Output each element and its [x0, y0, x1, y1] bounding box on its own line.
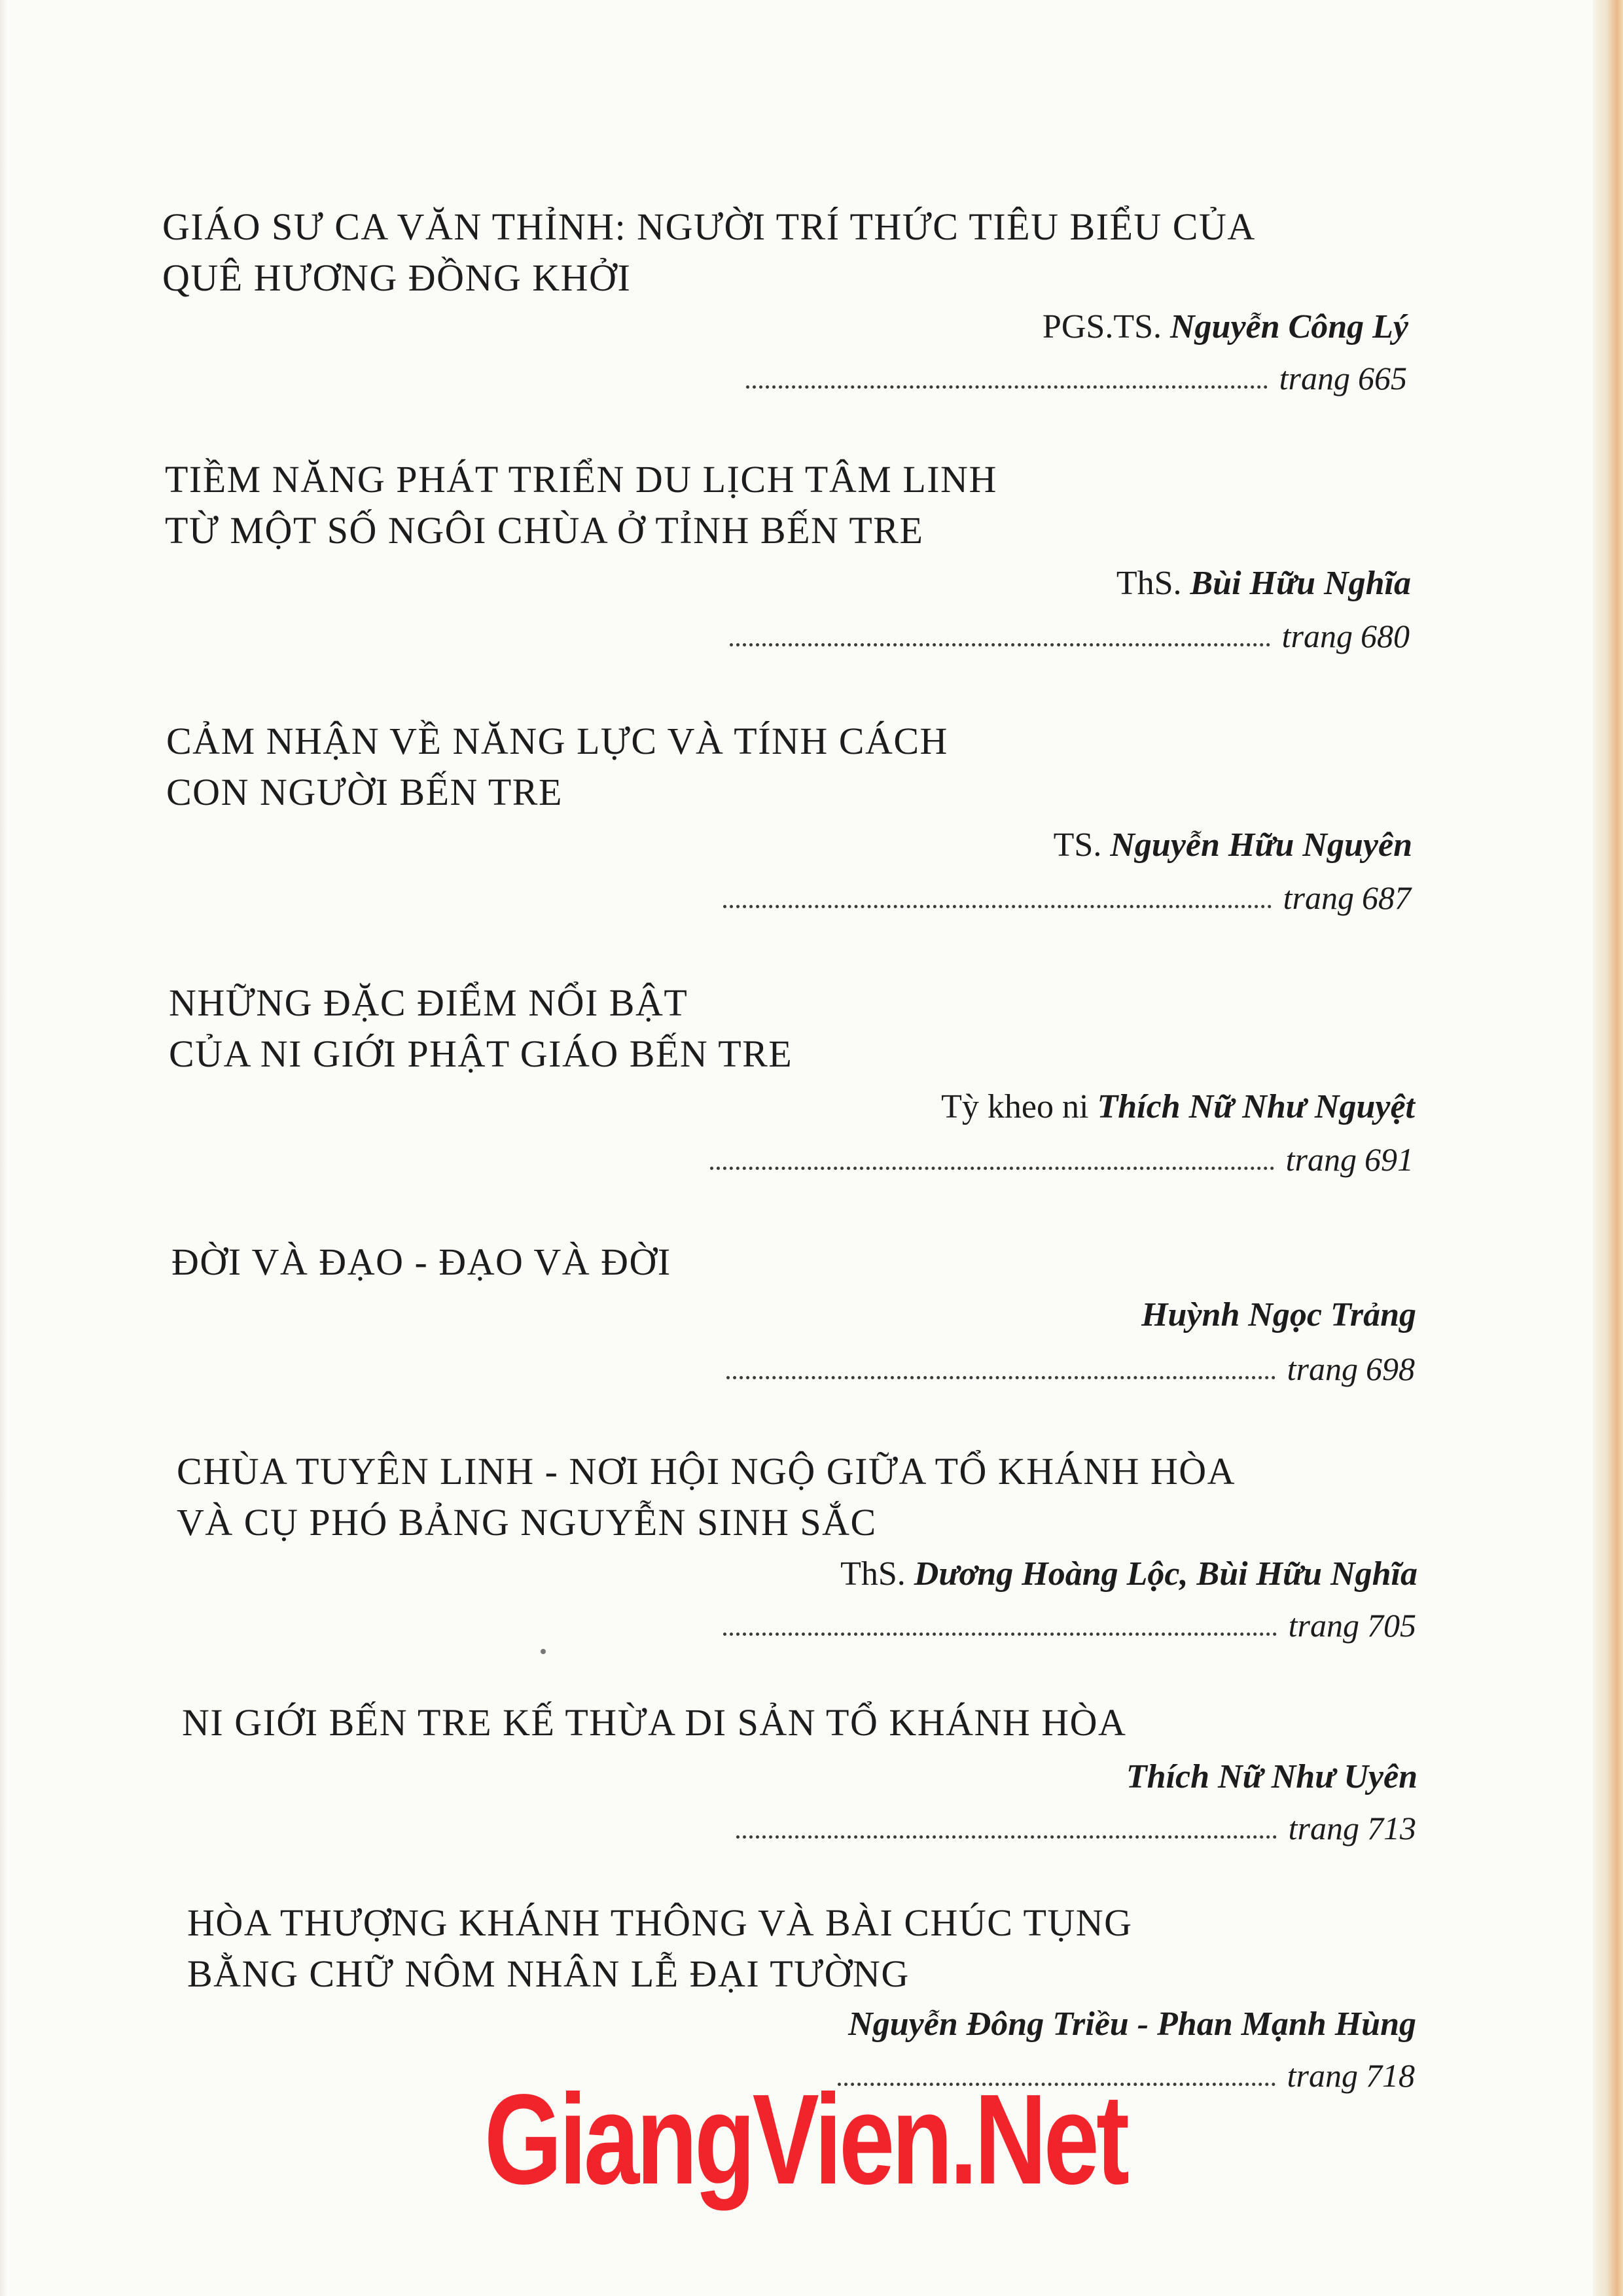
author-name: Nguyễn Công Lý — [1170, 308, 1408, 345]
page-reference — [1287, 1349, 1415, 1388]
page-label-text: trang — [1283, 879, 1354, 916]
toc-entry-title-line-1: NHỮNG ĐẶC ĐIỂM NỔI BẬT — [169, 981, 688, 1024]
page-number: 665 — [1358, 360, 1407, 397]
page-label-text: trang — [1288, 1810, 1359, 1846]
author-prefix: TS. — [1053, 826, 1102, 864]
scan-speck — [541, 1649, 546, 1654]
dot-leader — [746, 385, 1268, 389]
toc-entry-page-line — [746, 359, 1407, 398]
toc-entry-title-line-1: CẢM NHẬN VỀ NĂNG LỰC VÀ TÍNH CÁCH — [166, 720, 948, 762]
dot-leader — [726, 1376, 1275, 1379]
toc-entry-title-line-2: TỪ MỘT SỐ NGÔI CHÙA Ở TỈNH BẾN TRE — [165, 509, 924, 552]
page-label-text: trang — [1285, 1141, 1357, 1178]
page-number: 705 — [1367, 1607, 1416, 1644]
page-label-text: trang — [1281, 618, 1353, 654]
toc-entry-title-line-1: ĐỜI VÀ ĐẠO - ĐẠO VÀ ĐỜI — [171, 1241, 671, 1283]
page-label-text: trang — [1279, 360, 1350, 397]
page-left-edge — [0, 0, 7, 2296]
author-name: Dương Hoàng Lộc, Bùi Hữu Nghĩa — [914, 1555, 1418, 1593]
page-number: 691 — [1364, 1141, 1414, 1178]
toc-entry-title-line-2: CON NGƯỜI BẾN TRE — [166, 771, 563, 813]
page-reference — [1283, 878, 1411, 917]
toc-entry-title-line-1: HÒA THƯỢNG KHÁNH THÔNG VÀ BÀI CHÚC TỤNG — [187, 1901, 1133, 1944]
toc-entry-author — [1043, 308, 1408, 347]
page-label-text: trang — [1287, 2057, 1358, 2094]
toc-entry-title-line-1: GIÁO SƯ CA VĂN THỈNH: NGƯỜI TRÍ THỨC TIÊU BIỂU CỦA — [162, 205, 1256, 248]
toc-entry-page-line — [710, 1140, 1414, 1179]
toc-entry-page-line — [730, 616, 1410, 656]
dot-leader — [723, 905, 1272, 908]
toc-entry-page-line — [726, 1349, 1415, 1388]
page-label-text: trang — [1287, 1351, 1358, 1387]
toc-entry-page-line — [736, 1809, 1416, 1848]
toc-entry-title-line-2: BẰNG CHỮ NÔM NHÂN LỄ ĐẠI TƯỜNG — [187, 1952, 910, 1995]
page-reference — [1289, 1606, 1416, 1645]
author-prefix: ThS. — [1116, 565, 1182, 602]
page-number: 718 — [1366, 2057, 1415, 2094]
author-name: Nguyễn Hữu Nguyên — [1110, 826, 1412, 864]
dot-leader — [736, 1835, 1277, 1839]
author-prefix: ThS. — [840, 1555, 906, 1593]
toc-entry-author — [848, 2005, 1416, 2044]
page-number: 680 — [1361, 618, 1410, 654]
dot-leader — [723, 1633, 1277, 1636]
toc-entry-page-line — [723, 878, 1411, 917]
author-prefix: PGS.TS. — [1042, 308, 1162, 345]
toc-entry-author — [840, 1555, 1418, 1594]
author-name: Thích Nữ Như Nguyệt — [1097, 1088, 1415, 1125]
page-number: 713 — [1367, 1810, 1416, 1846]
watermark-logo: GiangVien.Net — [484, 2068, 1127, 2211]
toc-entry-author — [1116, 564, 1411, 603]
dot-leader — [730, 643, 1270, 646]
toc-entry-title-line-2: CỦA NI GIỚI PHẬT GIÁO BẾN TRE — [169, 1033, 793, 1075]
page-reference — [1279, 359, 1407, 398]
page-reference — [1287, 2056, 1415, 2095]
author-name: Bùi Hữu Nghĩa — [1190, 565, 1411, 602]
page-number: 698 — [1366, 1351, 1415, 1387]
toc-entry-author — [1054, 826, 1412, 865]
author-name: Nguyễn Đông Triều - Phan Mạnh Hùng — [848, 2005, 1416, 2043]
page-reference — [1282, 616, 1410, 656]
toc-entry-title-line-2: QUÊ HƯƠNG ĐỒNG KHỞI — [162, 256, 632, 299]
author-name: Huỳnh Ngọc Trảng — [1141, 1296, 1416, 1333]
dot-leader — [710, 1167, 1274, 1170]
toc-entry-title-line-1: CHÙA TUYÊN LINH - NƠI HỘI NGỘ GIỮA TỔ KHÁNH HÒA — [177, 1450, 1236, 1492]
page-reference — [1286, 1140, 1414, 1179]
page-number: 687 — [1362, 879, 1411, 916]
author-prefix: Tỳ kheo ni — [941, 1088, 1089, 1125]
toc-entry-title-line-1: NI GIỚI BẾN TRE KẾ THỪA DI SẢN TỔ KHÁNH HÒA — [182, 1701, 1127, 1744]
toc-entry-title-line-2: VÀ CỤ PHÓ BẢNG NGUYỄN SINH SẮC — [177, 1501, 877, 1544]
toc-entry-page-line — [723, 1606, 1416, 1645]
author-name: Thích Nữ Như Uyên — [1126, 1758, 1418, 1795]
page-label-text: trang — [1288, 1607, 1359, 1644]
toc-entry-title-line-1: TIỀM NĂNG PHÁT TRIỂN DU LỊCH TÂM LINH — [165, 458, 997, 501]
page-reference — [1289, 1809, 1416, 1848]
toc-entry-author — [1126, 1757, 1418, 1797]
toc-entry-author — [1141, 1296, 1416, 1335]
toc-entry-author — [941, 1087, 1415, 1127]
page-right-edge — [1593, 0, 1623, 2296]
